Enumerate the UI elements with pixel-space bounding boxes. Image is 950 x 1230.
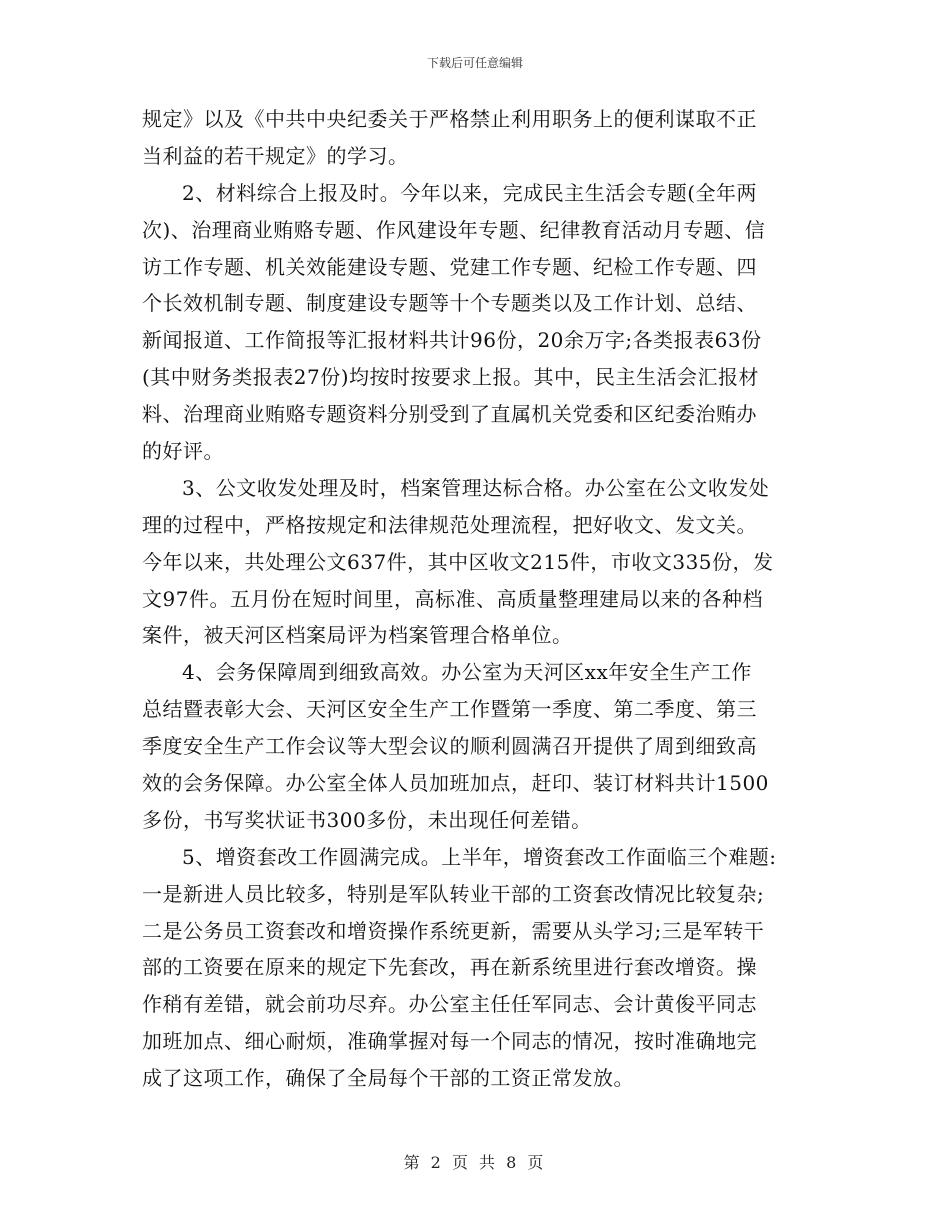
document-body <box>142 101 814 1097</box>
text-line: 季度安全生产工作会议等大型会议的顺利圆满召开提供了周到细致高 <box>142 734 757 759</box>
page-footer: 第 2 页 共 8 页 <box>403 1153 547 1172</box>
text-line: 加班加点、细心耐烦，准确掌握对每一个同志的情况，按时准确地完 <box>142 1029 757 1054</box>
text-line: 料、治理商业贿赂专题资料分别受到了直属机关党委和区纪委治贿办 <box>142 402 757 427</box>
text-line: 规定》以及《中共中央纪委关于严格禁止利用职务上的便利谋取不正 <box>142 107 757 131</box>
text-line: 的好评。 <box>142 439 224 464</box>
text-line: 文97件。五月份在短时间里，高标准、高质量整理建局以来的各种档 <box>142 586 763 611</box>
paragraph-first-line: 3、公文收发处理及时，档案管理达标合格。办公室在公文收发处 <box>182 475 770 500</box>
text-line: 二是公务员工资套改和增资操作系统更新，需要从头学习;三是军转干 <box>142 918 765 943</box>
paragraph-first-line: 4、会务保障周到细致高效。办公室为天河区xx年安全生产工作 <box>182 660 752 685</box>
text-line: 今年以来，共处理公文637件，其中区收文215件，市收文335份，发 <box>142 549 774 574</box>
paragraph-first-line: 2、材料综合上报及时。今年以来，完成民主生活会专题(全年两 <box>182 180 758 205</box>
text-line: 访工作专题、机关效能建设专题、党建工作专题、纪检工作专题、四 <box>142 254 757 279</box>
text-line: 部的工资要在原来的规定下先套改，再在新系统里进行套改增资。操 <box>142 955 757 980</box>
text-line: (其中财务类报表27份)均按时按要求上报。其中，民主生活会汇报材 <box>142 365 760 390</box>
text-line: 多份，书写奖状证书300多份，未出现任何差错。 <box>142 807 592 832</box>
text-line: 个长效机制专题、制度建设专题等十个专题类以及工作计划、总结、 <box>142 291 757 316</box>
text-line: 新闻报道、工作简报等汇报材料共计96份，20余万字;各类报表63份 <box>142 328 762 353</box>
text-line: 成了这项工作，确保了全局每个干部的工资正常发放。 <box>142 1066 634 1091</box>
paragraph-first-line: 5、增资套改工作圆满完成。上半年，增资套改工作面临三个难题: <box>182 844 777 869</box>
text-line: 次)、治理商业贿赂专题、作风建设年专题、纪律教育活动月专题、信 <box>142 217 766 242</box>
text-line: 当利益的若干规定》的学习。 <box>142 143 409 168</box>
text-line: 作稍有差错，就会前功尽弃。办公室主任任军同志、会计黄俊平同志 <box>142 992 757 1017</box>
text-line: 一是新进人员比较多，特别是军队转业干部的工资套改情况比较复杂; <box>142 881 765 906</box>
text-line: 案件，被天河区档案局评为档案管理合格单位。 <box>142 623 573 648</box>
text-line: 总结暨表彰大会、天河区安全生产工作暨第一季度、第二季度、第三 <box>142 697 757 722</box>
page-header: 下载后可任意编辑 <box>426 56 523 70</box>
text-line: 理的过程中，严格按规定和法律规范处理流程，把好收文、发文关。 <box>142 512 757 537</box>
text-line: 效的会务保障。办公室全体人员加班加点，赶印、装订材料共计1500 <box>142 771 769 796</box>
